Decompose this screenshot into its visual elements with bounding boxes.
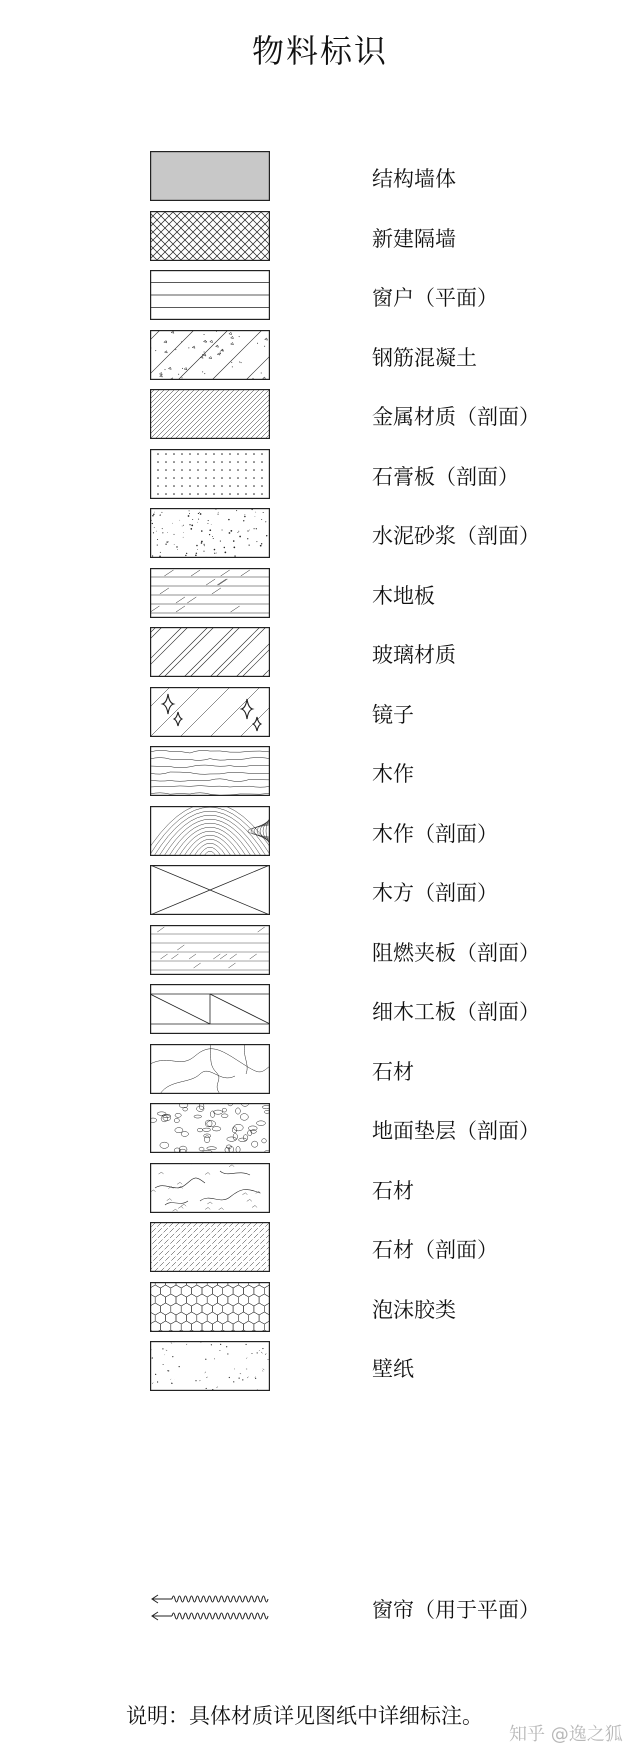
legend-label: 水泥砂浆（剖面） [372,524,540,548]
curtain-label: 窗帘（用于平面） [372,1598,540,1622]
legend-label: 金属材质（剖面） [372,405,540,429]
legend-label: 地面垫层（剖面） [372,1119,540,1143]
legend-row [0,746,640,796]
legend-label: 木方（剖面） [372,881,498,905]
legend-label: 木地板 [372,583,435,608]
legend-row [0,389,640,439]
stone-veins-swatch [150,1044,270,1094]
horizontal-lines-swatch [150,270,270,320]
legend-label: 窗户（平面） [372,286,498,310]
legend-label: 石膏板（剖面） [372,464,519,489]
legend-row [0,568,640,618]
legend-row [0,330,640,380]
dense-diagonal-swatch [150,389,270,439]
legend-row [0,627,640,677]
wood-floor-swatch [150,568,270,618]
legend-row [0,1222,640,1272]
dots-swatch [150,449,270,499]
legend-label: 镜子 [372,702,414,727]
footnote: 说明：具体材质详见图纸中详细标注。 [126,1704,483,1728]
curtain-wave-arrows-icon [150,1582,270,1632]
legend-label: 泡沫胶类 [372,1297,456,1322]
x-box-swatch [150,865,270,915]
solid-gray-fill-swatch [150,151,270,201]
marble-swatch [150,1163,270,1213]
legend-label: 细木工板（剖面） [372,1000,540,1024]
legend-label: 石材（剖面） [372,1238,498,1262]
legend-row [0,1163,640,1213]
wood-grain-swatch [150,746,270,796]
legend-label: 石材 [372,1059,414,1084]
legend-row [0,687,640,737]
concrete-swatch [150,330,270,380]
legend-row [0,1044,640,1094]
speckle-swatch [150,508,270,558]
legend-row [0,984,640,1034]
page-title: 物料标识 [251,32,388,70]
legend-label: 木作 [372,762,414,786]
legend-row [0,865,640,915]
legend-row [0,449,640,499]
legend-label: 壁纸 [372,1357,414,1381]
legend-row [0,806,640,856]
legend-label: 新建隔墙 [372,226,456,251]
blockboard-swatch [150,984,270,1034]
legend-row [0,508,640,558]
legend-label: 石材 [372,1178,414,1203]
legend-row [0,1341,640,1391]
legend-label: 玻璃材质 [372,643,456,667]
legend-row [0,1282,640,1332]
legend-label: 钢筋混凝土 [372,345,477,370]
hexagons-swatch [150,1282,270,1332]
legend-label: 结构墙体 [372,167,456,191]
mirror-sparkle-swatch [150,687,270,737]
watermark: 知乎 @逸之狐 [509,1724,623,1745]
glass-diagonal-swatch [150,627,270,677]
legend-row [0,211,640,261]
legend-label: 阻燃夹板（剖面） [372,940,540,965]
plywood-swatch [150,925,270,975]
legend-row [0,151,640,201]
stone-section-swatch [150,1222,270,1272]
gravel-swatch [150,1103,270,1153]
legend-row [0,925,640,975]
curtain-legend-row [0,1582,640,1632]
legend-label: 木作（剖面） [372,821,498,846]
legend-row [0,270,640,320]
wallpaper-specks-swatch [150,1341,270,1391]
legend-row [0,1103,640,1153]
crosshatch-swatch [150,211,270,261]
wood-section-swatch [150,806,270,856]
